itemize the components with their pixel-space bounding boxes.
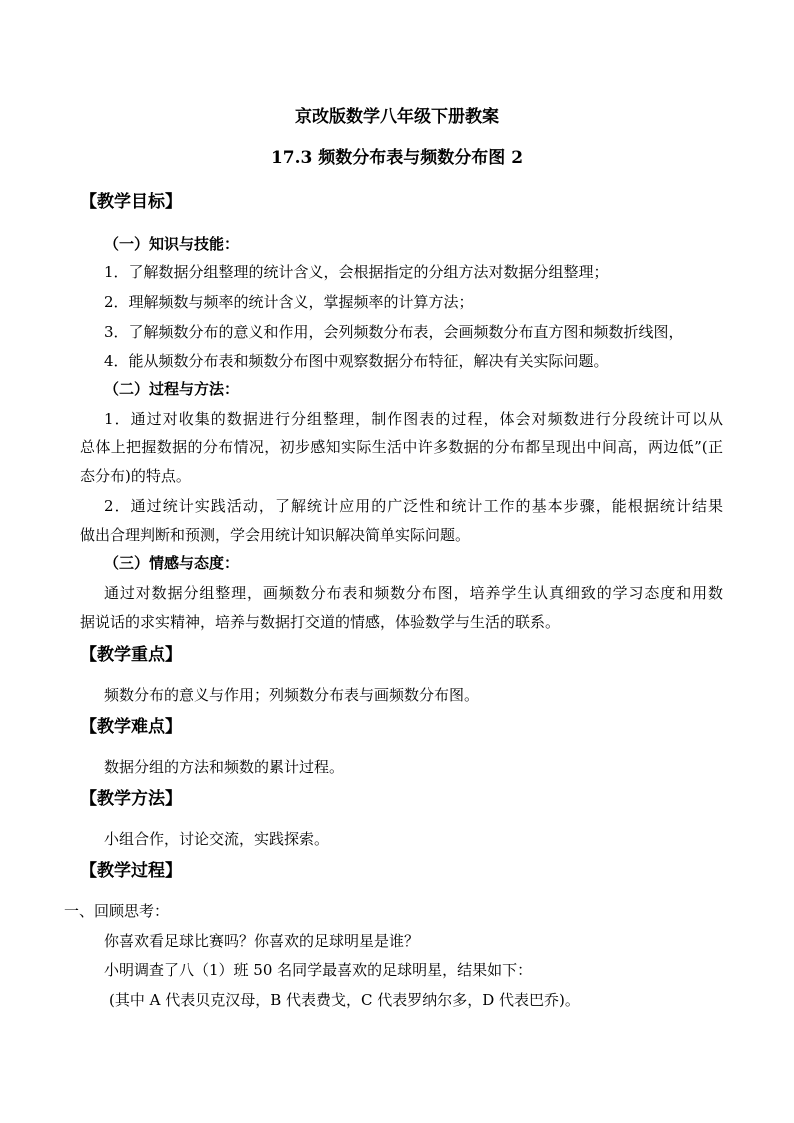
goals-knowledge-heading: （一）知识与技能： xyxy=(104,235,240,253)
methods-text: 小组合作，讨论交流，实践探索。 xyxy=(104,830,330,848)
section-heading-process: 【教学过程】 xyxy=(80,861,182,881)
goals-process-heading: （二）过程与方法： xyxy=(104,380,240,398)
goals-knowledge-item: 3．了解频数分布的意义和作用，会列频数分布表，会画频数分布直方图和频数折线图， xyxy=(104,323,684,341)
doc-subtitle: 17.3 频数分布表与频数分布图 2 xyxy=(270,148,524,168)
goals-process-line: 1．通过对收集的数据进行分组整理，制作图表的过程，体会对频数进行分段统计可以从 xyxy=(104,410,723,428)
process-line: 你喜欢看足球比赛吗？你喜欢的足球明星是谁？ xyxy=(104,932,420,950)
goals-process-line: 2．通过统计实践活动，了解统计应用的广泛性和统计工作的基本步骤，能根据统计结果 xyxy=(104,497,723,515)
goals-process-line: 总体上把握数据的分布情况，初步感知实际生活中许多数据的分布都呈现出中间高，两边低”(正 xyxy=(80,438,723,456)
section-heading-methods: 【教学方法】 xyxy=(80,789,182,809)
goals-attitude-heading: （三）情感与态度： xyxy=(104,554,240,572)
process-line: 小明调查了八（1）班 50 名同学最喜欢的足球明星，结果如下： xyxy=(104,961,533,979)
process-review-heading: 一、回顾思考： xyxy=(64,902,170,920)
goals-attitude-line: 通过对数据分组整理，画频数分布表和频数分布图，培养学生认真细致的学习态度和用数 xyxy=(104,584,723,602)
section-heading-difficulties: 【教学难点】 xyxy=(80,717,182,737)
section-heading-key-points: 【教学重点】 xyxy=(80,645,182,665)
goals-process-line: 做出合理判断和预测，学会用统计知识解决简单实际问题。 xyxy=(80,526,471,544)
key-points-text: 频数分布的意义与作用；列频数分布表与画频数分布图。 xyxy=(104,686,480,704)
goals-knowledge-item: 1．了解数据分组整理的统计含义，会根据指定的分组方法对数据分组整理； xyxy=(104,263,609,281)
difficulties-text: 数据分组的方法和频数的累计过程。 xyxy=(104,758,345,776)
goals-knowledge-item: 2．理解频数与频率的统计含义，掌握频率的计算方法； xyxy=(104,293,474,311)
goals-process-line: 态分布)的特点。 xyxy=(80,467,191,485)
goals-knowledge-item: 4．能从频数分布表和频数分布图中观察数据分布特征，解决有关实际问题。 xyxy=(104,352,609,370)
doc-title: 京改版数学八年级下册教案 xyxy=(295,107,499,127)
goals-attitude-line: 据说话的求实精神，培养与数据打交道的情感，体验数学与生活的联系。 xyxy=(80,613,561,631)
process-line: (其中 A 代表贝克汉母，B 代表费戈，C 代表罗纳尔多，D 代表巴乔)。 xyxy=(109,991,580,1009)
section-heading-goals: 【教学目标】 xyxy=(80,192,182,212)
